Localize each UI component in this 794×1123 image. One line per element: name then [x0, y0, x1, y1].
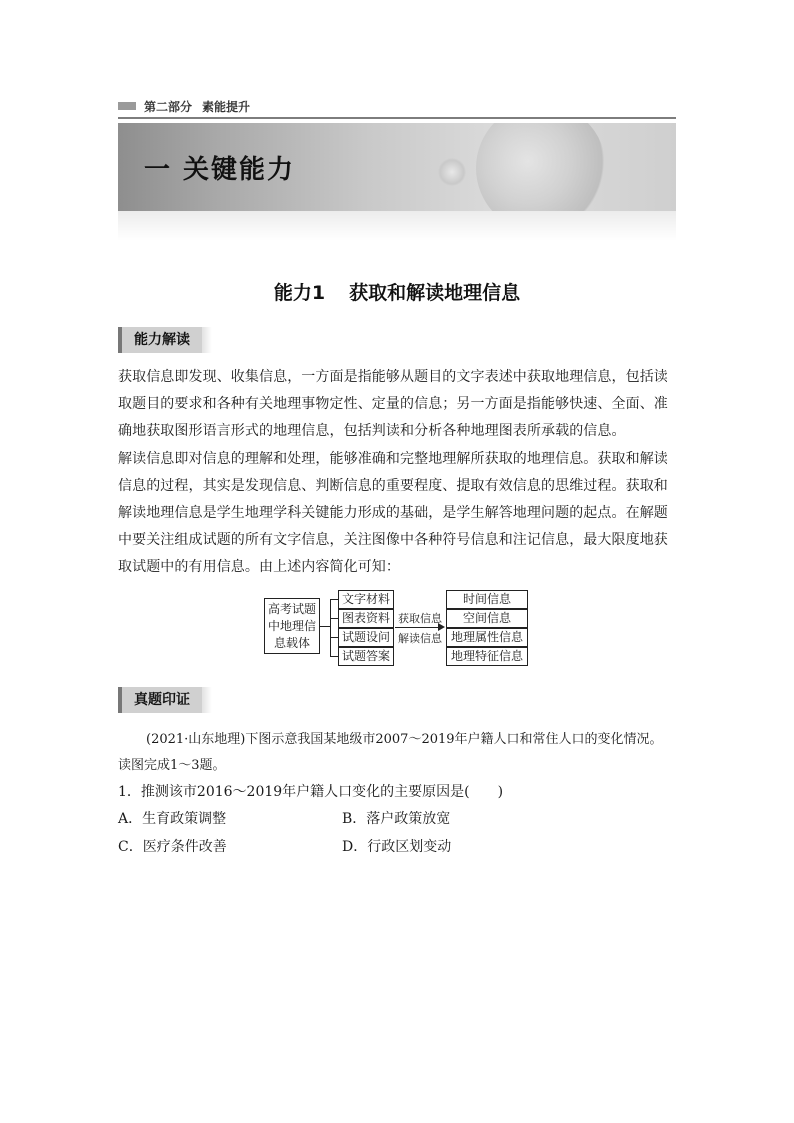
question-intro-line1: (2021·山东地理)下图示意我国某地级市2007～2019年户籍人口和常住人口的变化情况。 — [146, 732, 663, 747]
diagram-question-prompt: 试题设问 — [338, 628, 394, 647]
option-a: A．生育政策调整 — [118, 811, 227, 827]
tag-label: 能力解读 — [118, 327, 202, 353]
banner-moon-decoration — [438, 158, 466, 186]
question-1: 1．推测该市2016～2019年户籍人口变化的主要原因是( ) — [118, 784, 504, 800]
diagram-feature-info: 地理特征信息 — [446, 647, 528, 666]
part-label — [118, 97, 250, 115]
option-b: B．落户政策放宽 — [342, 811, 451, 827]
info-flow-diagram — [262, 590, 532, 668]
paragraph-interpret: 解读信息即对信息的理解和处理，能够准确和完整地理解所获取的地理信息。获取和解读信息的过程，其实是发现信息、判断信息的重要程度、提取有效信息的思维过程。获取和解读地理信息是学生地理学科关键能力形成的基础，是学生解答地理问题的起点。在解题中要关注组成试题的所有文字信息，关注图像中各种符号信息和注记信息，最大限度地获取试题中的有用信息。由上述内容简化可知： — [118, 451, 668, 575]
tag-label: 真题印证 — [118, 687, 202, 713]
section-number: 能力1 — [273, 282, 326, 304]
diagram-attribute-info: 地理属性信息 — [446, 628, 528, 647]
paragraph-acquire: 获取信息即发现、收集信息，一方面是指能够从题目的文字表述中获取地理信息，包括读取题目的要求和各种有关地理事物定性、定量的信息；另一方面是指能够快速、全面、准确地获取图形语言形式的地理信息，包括判读和分析各种地理图表所承载的信息。 — [118, 369, 668, 439]
diagram-space-info: 空间信息 — [446, 609, 528, 628]
diagram-arrow-line — [395, 627, 439, 628]
part-name: 素能提升 — [202, 99, 251, 114]
diagram-source-line: 息载体 — [273, 636, 310, 650]
banner-planet-decoration — [476, 123, 606, 211]
banner-shadow — [118, 211, 676, 241]
section-heading — [0, 278, 794, 305]
diagram-time-info: 时间信息 — [446, 590, 528, 609]
diagram-source-box — [264, 598, 320, 654]
chapter-title: 一 关键能力 — [144, 155, 296, 185]
option-c: C．医疗条件改善 — [118, 839, 227, 855]
header-rule — [118, 117, 676, 119]
section-title-text: 获取和解读地理信息 — [349, 282, 521, 304]
option-d: D．行政区划变动 — [342, 839, 452, 855]
diagram-question-answer: 试题答案 — [338, 647, 394, 666]
tag-ability-interpretation — [118, 327, 212, 353]
diagram-arrow-acquire: 获取信息 — [398, 612, 442, 625]
tag-real-exam — [118, 687, 212, 713]
diagram-chart-material: 图表资料 — [338, 609, 394, 628]
question-intro-line2: 读图完成1～3题。 — [118, 758, 226, 773]
chapter-banner — [118, 123, 676, 211]
diagram-arrow-interpret: 解读信息 — [398, 632, 442, 645]
diagram-source-line: 中地理信 — [267, 619, 316, 633]
part-number: 第二部分 — [144, 99, 193, 114]
part-label-bar — [118, 102, 136, 110]
diagram-source-line: 高考试题 — [267, 602, 316, 616]
diagram-text-material: 文字材料 — [338, 590, 394, 609]
